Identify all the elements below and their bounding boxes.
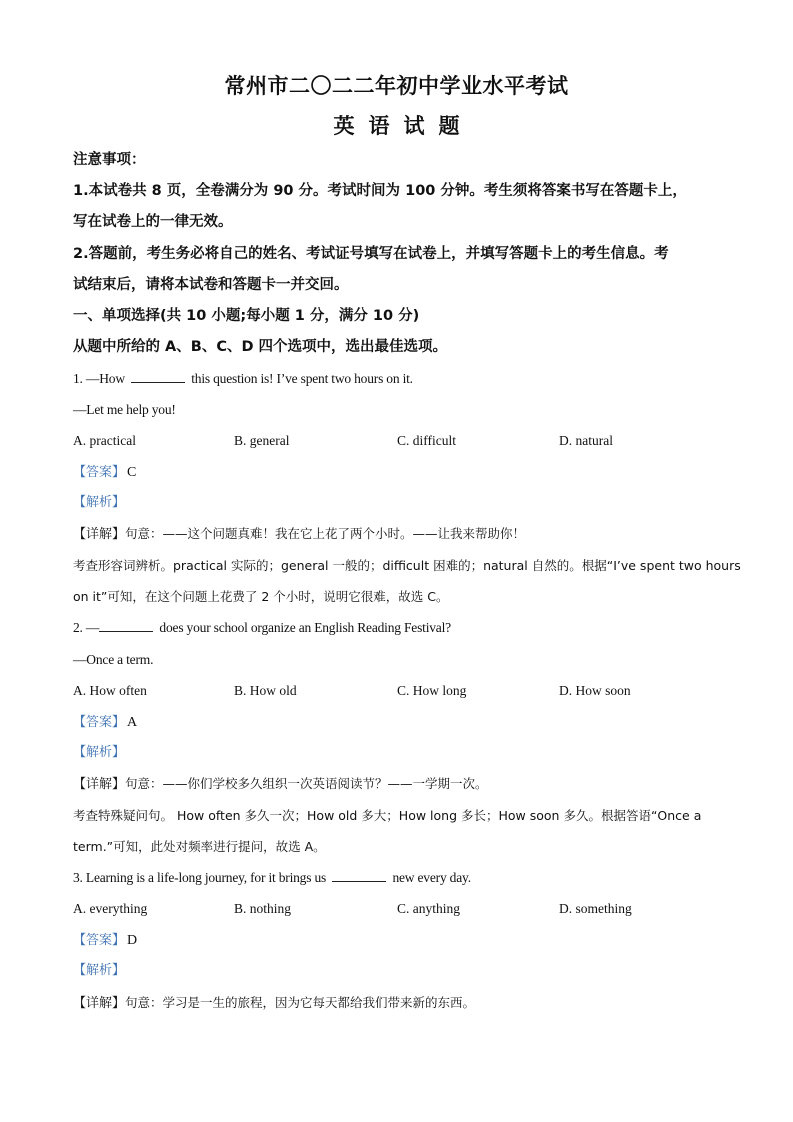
question-2-explain-line-1: 考查特殊疑问句。 How often 多久一次；How old 多大；How long 多长；How soon 多久。根据答语“Once a [73,808,702,823]
detail-text: 句意：——这个问题真难！我在它上花了两个小时。——让我来帮助你！ [125,526,526,541]
question-1-reply: —Let me help you! [73,402,176,417]
question-number: 2. [73,620,83,635]
question-3-option-a: A. everything [73,901,148,916]
question-stem-after: does your school organize an English Reading Festival? [159,620,451,635]
answer-label: 【答案】 [73,465,126,480]
exam-title: 常州市二〇二二年初中学业水平考试 [224,74,569,98]
question-2-explain-line-2: term.”可知，此处对频率进行提问，故选 A。 [73,839,326,854]
answer-label: 【答案】 [73,715,126,730]
detail-label: 【详解】 [73,777,126,792]
question-1-explain-line-1: 考查形容词辨析。practical 实际的；general 一般的；difficult 困难的；natural 自然的。根据“I’ve spent two hours [73,558,741,573]
question-2-stem [73,619,451,637]
notice-item-2-line-2: 试结束后，请将本试卷和答题卡一并交回。 [73,277,349,293]
question-3-analysis-label: 【解析】 [73,963,126,978]
notice-item-1-line-2: 写在试卷上的一律无效。 [73,214,233,230]
question-1-explain-line-2: on it”可知，在这个问题上花费了 2 个小时，说明它很难，故选 C。 [73,589,449,604]
question-1-option-b: B. general [234,433,290,448]
answer-blank [99,619,153,632]
question-stem-before: Learning is a life-long journey, for it brings us [85,870,327,885]
section-heading: 一、单项选择(共 10 小题;每小题 1 分，满分 10 分) [73,308,420,324]
question-2-option-a: A. How often [73,683,147,698]
question-3-stem [73,869,471,887]
question-1-option-a: A. practical [73,433,136,448]
detail-label: 【详解】 [73,527,126,542]
answer-blank [332,869,386,882]
question-1-answer [73,463,136,482]
question-stem-before: —How [85,371,125,386]
question-3-option-b: B. nothing [234,901,292,916]
question-3-option-c: C. anything [397,901,460,916]
question-2-option-b: B. How old [234,683,297,698]
question-3-answer [73,931,137,950]
detail-text: 句意：——你们学校多久组织一次英语阅读节？——一学期一次。 [125,776,488,791]
answer-value: A [127,715,138,730]
question-3-option-d: D. something [559,901,632,916]
question-2-reply: —Once a term. [73,652,154,667]
question-1-detail [73,525,525,544]
question-stem-after: this question is! I’ve spent two hours on it. [191,371,413,386]
question-2-analysis-label: 【解析】 [73,745,126,760]
question-2-option-d: D. How soon [559,683,631,698]
answer-blank [131,370,185,383]
question-number: 1. [73,371,83,386]
section-instruction: 从题中所给的 A、B、C、D 四个选项中，选出最佳选项。 [73,339,448,355]
question-stem-before: — [85,620,100,635]
answer-value: D [127,933,138,948]
question-2-answer [73,713,137,732]
exam-subtitle: 英语试题 [333,114,474,138]
answer-label: 【答案】 [73,933,126,948]
question-1-option-c: C. difficult [397,433,456,448]
detail-label: 【详解】 [73,996,126,1011]
question-number: 3. [73,870,83,885]
notice-heading: 注意事项： [73,152,146,168]
question-1-analysis-label: 【解析】 [73,495,126,510]
question-3-detail [73,994,475,1013]
question-stem-after: new every day. [392,870,471,885]
question-2-detail [73,775,488,794]
question-1-stem [73,370,413,388]
notice-item-1-line-1: 1.本试卷共 8 页，全卷满分为 90 分。考试时间为 100 分钟。考生须将答案书写在答题卡上， [73,183,687,199]
question-1-option-d: D. natural [559,433,613,448]
answer-value: C [127,465,137,480]
question-2-option-c: C. How long [397,683,467,698]
notice-item-2-line-1: 2.答题前，考生务必将自己的姓名、考试证号填写在试卷上，并填写答题卡上的考生信息。考 [73,246,669,262]
detail-text: 句意：学习是一生的旅程，因为它每天都给我们带来新的东西。 [125,995,476,1010]
